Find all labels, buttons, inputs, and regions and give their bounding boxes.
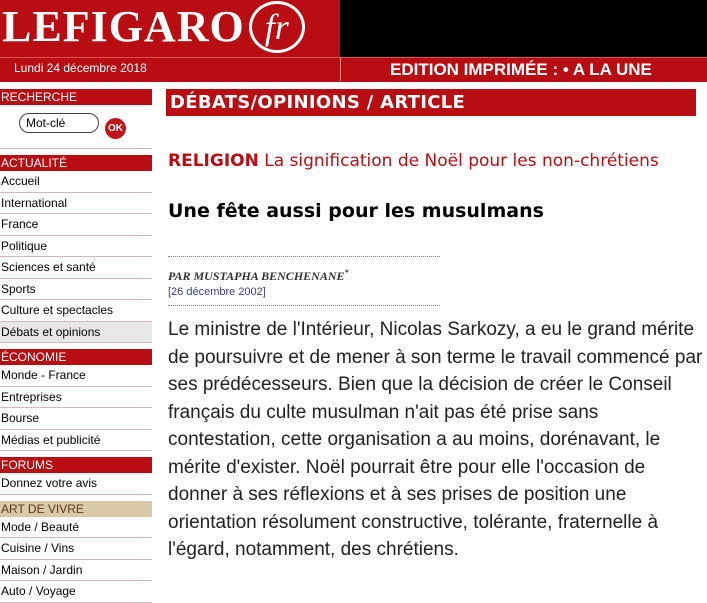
divider-bottom	[168, 305, 440, 306]
sidebar	[0, 89, 152, 603]
article-kicker	[168, 149, 668, 173]
sidebar-item-accueil[interactable]: Accueil	[0, 171, 152, 193]
sidebar-item-culture[interactable]: Culture et spectacles	[0, 300, 152, 322]
kicker-text: La signification de Noël pour les non-chrétiens	[258, 151, 659, 171]
sidebar-heading-recherche: RECHERCHE	[0, 89, 152, 105]
sidebar-item-cuisine[interactable]: Cuisine / Vins	[0, 538, 152, 560]
edition-nav[interactable]: EDITION IMPRIMÉE : • A LA UNE	[390, 60, 652, 79]
sidebar-item-mode[interactable]: Mode / Beauté	[0, 517, 152, 539]
sidebar-heading-economie: ÉCONOMIE	[0, 349, 152, 365]
sidebar-item-sports[interactable]: Sports	[0, 279, 152, 301]
article-body: Le ministre de l'Intérieur, Nicolas Sarkozy, a eu le grand mérite de poursuivre et de mener à son terme le travail commencé par ses prédécesseurs. Bien que la décision de créer le Conseil français du culte musulman n'ait pas été prise sans contestation, cette organisation a au moins, dorénavant, le mérite d'exister. Noël pourrait être pour elle l'occasion de donner à ses réflexions et à ses prises de position une orientation résolument constructive, tolérante, fraternelle à l'égard, notamment, des chrétiens.	[168, 319, 703, 560]
search-ok-button[interactable]: OK	[105, 118, 126, 139]
section-title: DÉBATS/OPINIONS / ARTICLE	[170, 92, 466, 113]
logo-wordmark: LEFIGARO	[2, 2, 245, 51]
search-form	[0, 105, 152, 149]
sidebar-item-international[interactable]: International	[0, 193, 152, 215]
sidebar-item-debats[interactable]: Débats et opinions	[0, 322, 152, 344]
site-logo[interactable]	[2, 0, 305, 56]
byline-footnote-mark: *	[344, 268, 349, 277]
logo-fr-circle	[249, 1, 305, 53]
sidebar-item-entreprises[interactable]: Entreprises	[0, 387, 152, 409]
article-date: [26 décembre 2002]	[168, 286, 266, 298]
sidebar-heading-art-de-vivre: ART DE VIVRE	[0, 501, 152, 517]
sidebar-item-monde-france[interactable]: Monde - France	[0, 365, 152, 387]
byline-author: PAR MUSTAPHA BENCHENANE	[168, 269, 345, 283]
article-headline: Une fête aussi pour les musulmans	[168, 200, 544, 222]
sidebar-item-sciences[interactable]: Sciences et santé	[0, 257, 152, 279]
sidebar-item-politique[interactable]: Politique	[0, 236, 152, 258]
sidebar-item-donnez-avis[interactable]: Donnez votre avis	[0, 473, 152, 495]
article-byline	[168, 268, 349, 284]
sidebar-heading-forums: FORUMS	[0, 457, 152, 473]
sidebar-heading-actualite: ACTUALITÉ	[0, 155, 152, 171]
divider-top	[168, 256, 440, 257]
sidebar-item-medias[interactable]: Médias et publicité	[0, 430, 152, 452]
current-date: Lundi 24 décembre 2018	[14, 61, 147, 75]
search-input[interactable]: Mot-clé	[19, 113, 99, 133]
sidebar-item-maison[interactable]: Maison / Jardin	[0, 560, 152, 582]
header-dark-band	[340, 0, 707, 57]
sidebar-item-auto[interactable]: Auto / Voyage	[0, 581, 152, 603]
sidebar-item-bourse[interactable]: Bourse	[0, 408, 152, 430]
kicker-label: RELIGION	[168, 151, 259, 171]
logo-fr-text: fr	[264, 7, 289, 47]
sidebar-item-france[interactable]: France	[0, 214, 152, 236]
